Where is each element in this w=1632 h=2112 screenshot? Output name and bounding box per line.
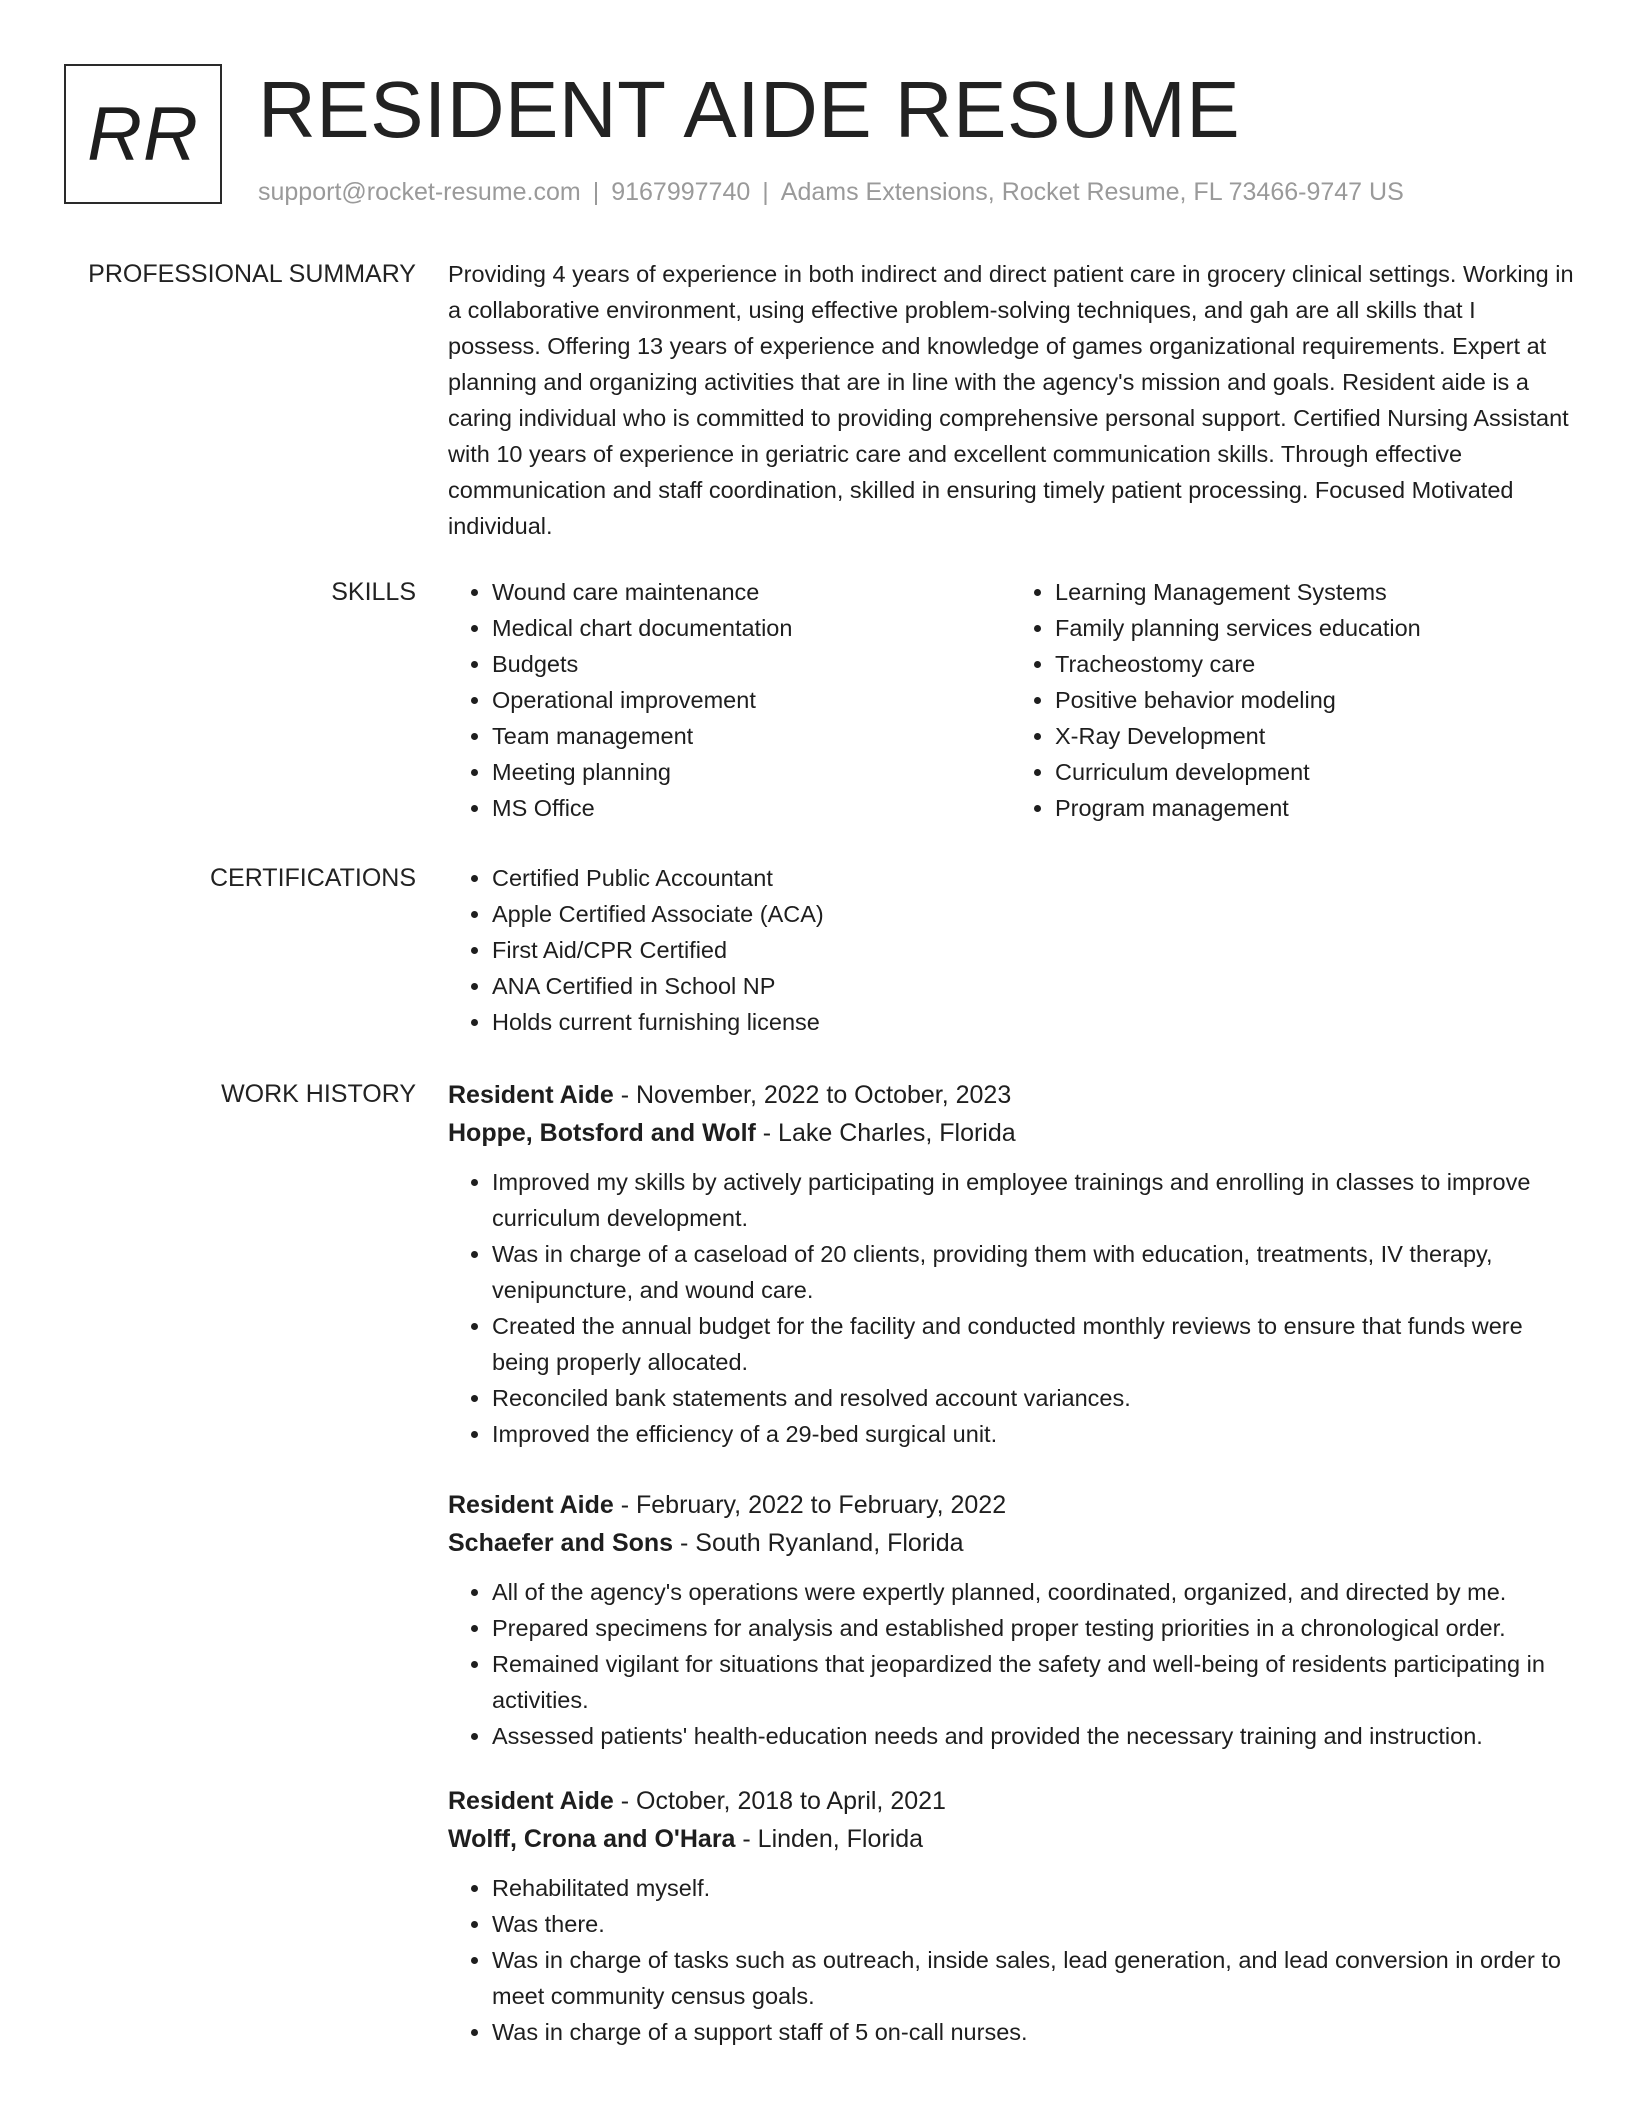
job-entry bbox=[448, 1486, 1574, 1754]
job-bullet: • Prepared specimens for analysis and established proper testing priorities in a chronological order. bbox=[492, 1610, 1574, 1646]
job-dates: - October, 2018 to April, 2021 bbox=[613, 1787, 946, 1815]
skill-item: • Budgets bbox=[492, 646, 1011, 682]
job-bullet: • Improved my skills by actively participating in employee trainings and enrolling in classes to improve curriculum development. bbox=[492, 1164, 1574, 1236]
job-bullet: • Assessed patients' health-education needs and provided the necessary training and instruction. bbox=[492, 1718, 1574, 1754]
job-location: - Lake Charles, Florida bbox=[755, 1119, 1016, 1147]
job-bullet: • Was there. bbox=[492, 1906, 1574, 1942]
job-company: Schaefer and Sons bbox=[448, 1529, 674, 1557]
contact-address: Adams Extensions, Rocket Resume, FL 73466-9747 US bbox=[780, 178, 1404, 206]
job-title-line bbox=[448, 1782, 1574, 1820]
job-company-line bbox=[448, 1524, 1574, 1562]
skills-list-left bbox=[448, 574, 1011, 826]
contact-line bbox=[258, 176, 1404, 208]
job-bullet: • Rehabilitated myself. bbox=[492, 1870, 1574, 1906]
job-dates: - February, 2022 to February, 2022 bbox=[613, 1491, 1007, 1519]
job-dates: - November, 2022 to October, 2023 bbox=[613, 1081, 1012, 1109]
contact-separator: | bbox=[762, 178, 769, 206]
certifications-heading: CERTIFICATIONS bbox=[209, 864, 416, 892]
job-role: Resident Aide bbox=[448, 1787, 614, 1815]
resume-title: RESIDENT AIDE RESUME bbox=[258, 65, 1241, 154]
job-company: Wolff, Crona and O'Hara bbox=[448, 1825, 736, 1853]
skill-item: • Family planning services education bbox=[1055, 610, 1574, 646]
skill-item: • Operational improvement bbox=[492, 682, 1011, 718]
skill-item: • X-Ray Development bbox=[1055, 718, 1574, 754]
job-location: - South Ryanland, Florida bbox=[673, 1529, 964, 1557]
job-entry bbox=[448, 1076, 1574, 1452]
skill-item: • Meeting planning bbox=[492, 754, 1011, 790]
skill-item: • Program management bbox=[1055, 790, 1574, 826]
job-role: Resident Aide bbox=[448, 1081, 614, 1109]
summary-heading: PROFESSIONAL SUMMARY bbox=[88, 260, 416, 288]
skill-item: • Wound care maintenance bbox=[492, 574, 1011, 610]
job-bullets bbox=[448, 1870, 1574, 2050]
job-title-line bbox=[448, 1486, 1574, 1524]
summary-text: Providing 4 years of experience in both indirect and direct patient care in grocery clinical settings. Working in a collaborative environment, using effective problem-solving techniques, and gah are all skills that I possess. Offering 13 years of experience and knowledge of games organizational requirements. Expert at planning and organizing activities that are in line with the agency's mission and goals. Resident aide is a caring individual who is committed to providing comprehensive personal support. Certified Nursing Assistant with 10 years of experience in geriatric care and excellent communication skills. Through effective communication and staff coordination, skilled in ensuring timely patient processing. Focused Motivated individual. bbox=[448, 261, 1574, 539]
work-history-body bbox=[448, 1076, 1574, 2050]
certifications-list bbox=[448, 860, 1574, 1040]
contact-separator: | bbox=[592, 178, 600, 206]
monogram-logo: RR bbox=[64, 64, 222, 204]
skill-item: • Curriculum development bbox=[1055, 754, 1574, 790]
skill-item: • Positive behavior modeling bbox=[1055, 682, 1574, 718]
job-title-line bbox=[448, 1076, 1574, 1114]
certification-item: • ANA Certified in School NP bbox=[492, 968, 1574, 1004]
job-bullet: • Improved the efficiency of a 29-bed surgical unit. bbox=[492, 1416, 1574, 1452]
job-location: - Linden, Florida bbox=[735, 1825, 924, 1853]
certifications-body bbox=[448, 860, 1574, 1040]
job-bullets bbox=[448, 1574, 1574, 1754]
skill-item: • Learning Management Systems bbox=[1055, 574, 1574, 610]
certification-item: • Holds current furnishing license bbox=[492, 1004, 1574, 1040]
skills-heading: SKILLS bbox=[331, 578, 416, 606]
certification-item: • First Aid/CPR Certified bbox=[492, 932, 1574, 968]
work-history-heading: WORK HISTORY bbox=[221, 1080, 416, 1108]
job-bullet: • Was in charge of a caseload of 20 clients, providing them with education, treatments, IV therapy, venipuncture, and wound care. bbox=[492, 1236, 1574, 1308]
job-entry bbox=[448, 1782, 1574, 2050]
job-bullet: • Was in charge of a support staff of 5 on-call nurses. bbox=[492, 2014, 1574, 2050]
job-company-line bbox=[448, 1820, 1574, 1858]
resume-header bbox=[64, 64, 1574, 214]
contact-phone: 9167997740 bbox=[611, 178, 751, 206]
job-company: Hoppe, Botsford and Wolf bbox=[448, 1119, 756, 1147]
job-bullet: • Created the annual budget for the facility and conducted monthly reviews to ensure that funds were being properly allocated. bbox=[492, 1308, 1574, 1380]
job-bullet: • Reconciled bank statements and resolved account variances. bbox=[492, 1380, 1574, 1416]
skill-item: • Team management bbox=[492, 718, 1011, 754]
certification-item: • Certified Public Accountant bbox=[492, 860, 1574, 896]
contact-email: support@rocket-resume.com bbox=[258, 178, 581, 206]
skills-list-right bbox=[1011, 574, 1574, 826]
skills-grid bbox=[448, 574, 1574, 826]
job-bullet: • All of the agency's operations were expertly planned, coordinated, organized, and directed by me. bbox=[492, 1574, 1574, 1610]
certification-item: • Apple Certified Associate (ACA) bbox=[492, 896, 1574, 932]
job-role: Resident Aide bbox=[448, 1491, 614, 1519]
skill-item: • MS Office bbox=[492, 790, 1011, 826]
job-company-line bbox=[448, 1114, 1574, 1152]
skill-item: • Tracheostomy care bbox=[1055, 646, 1574, 682]
job-bullet: • Was in charge of tasks such as outreach, inside sales, lead generation, and lead conversion in order to meet community census goals. bbox=[492, 1942, 1574, 2014]
job-bullet: • Remained vigilant for situations that jeopardized the safety and well-being of residents participating in activities. bbox=[492, 1646, 1574, 1718]
skill-item: • Medical chart documentation bbox=[492, 610, 1011, 646]
job-bullets bbox=[448, 1164, 1574, 1452]
